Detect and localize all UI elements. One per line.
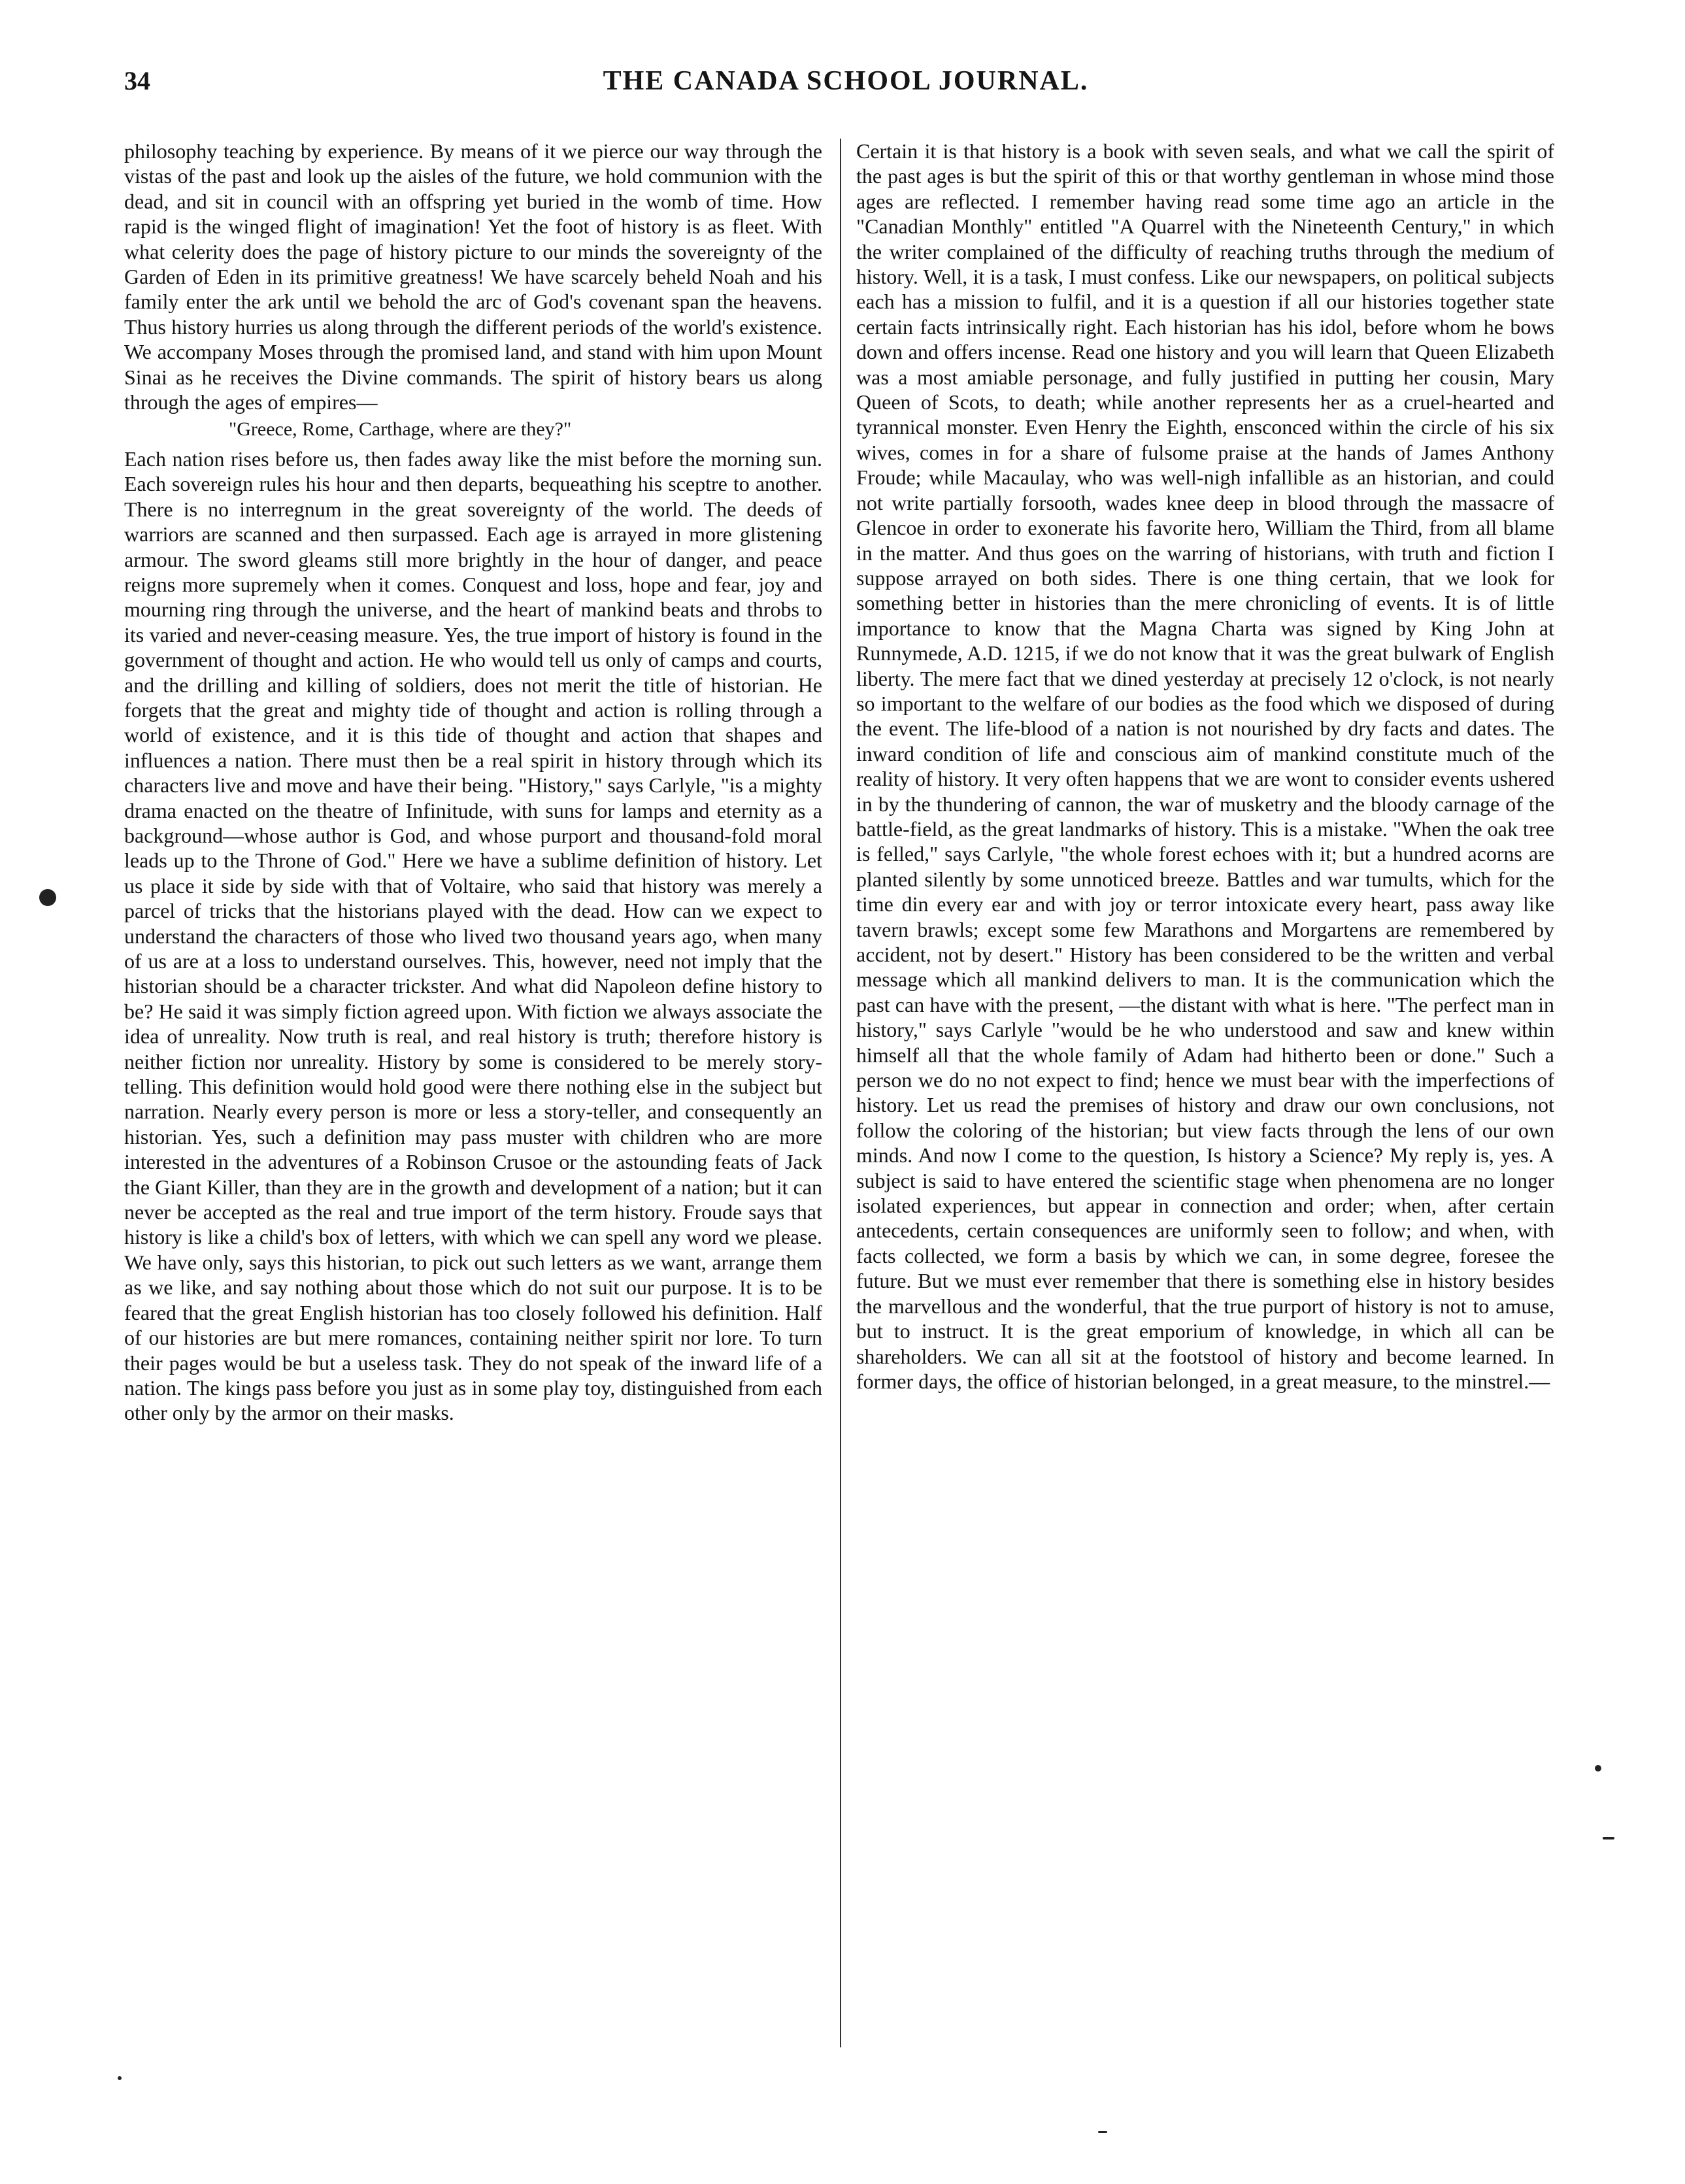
ink-speck: [1603, 1837, 1614, 1840]
ink-speck: [118, 2076, 122, 2080]
ink-speck: [39, 889, 56, 906]
right-column: [856, 139, 1554, 1394]
ink-speck: [1595, 1765, 1601, 1772]
page-number: 34: [124, 66, 150, 95]
ink-speck: [1098, 2131, 1107, 2133]
left-paragraph-1: philosophy teaching by experience. By means of it we pierce our way through the vistas of the past and look up the aisles of the future, we hold communion with the dead, and sit in council with an offspring yet buried in the womb of time. How rapid is the winged flight of imagination! Yet the foot of history is as fleet. With what celerity does the page of history picture to our minds the sovereignty of the Garden of Eden in its primitive greatness! We have scarcely beheld Noah and his family enter the ark until we behold the arc of God's covenant span the heavens. Thus history hurries us along through the different periods of the world's existence. We accompany Moses through the promised land, and stand with him upon Mount Sinai as he receives the Divine commands. The spirit of history bears us along through the ages of empires—: [124, 139, 822, 414]
left-paragraph-2: Each nation rises before us, then fades away like the mist before the morning sun. Each sovereign rules his hour and then departs, bequeathing his sceptre to another. There is no interregnum in the great sovereignty of the world. The deeds of warriors are scanned and then surpassed. Each age is arrayed in more glistening armour. The sword gleams still more brightly in the hour of danger, and peace reigns more supremely when it comes. Conquest and loss, hope and fear, joy and mourning ring through the universe, and the heart of mankind beats and throbs to its varied and never-ceasing measure. Yes, the true import of history is found in the government of thought and action. He who would tell us only of camps and courts, and the drilling and killing of soldiers, does not merit the title of historian. He forgets that the great and mighty tide of thought and action is rolling through a world of existence, and it is this tide of thought and action that shapes and influences a nation. There must then be a real spirit in history through which its characters live and move and have their being. "History," says Carlyle, "is a mighty drama enacted on the theatre of Infinitude, with suns for lamps and eternity as a background—whose author is God, and whose purport and thousand-fold moral leads up to the Throne of God." Here we have a sublime definition of history. Let us place it side by side with that of Voltaire, who said that history was merely a parcel of tricks that the historians played with the dead. How can we expect to understand the characters of those who lived two thousand years ago, when many of us are at a loss to understand ourselves. This, however, need not imply that the historian should be a character trickster. And what did Napoleon define history to be? He said it was simply fiction agreed upon. With fiction we always associate the idea of unreality. Now truth is real, and real history is truth; therefore history is neither fiction nor unreality. History by some is considered to be merely story-telling. This definition would hold good were there nothing else in the subject but narration. Nearly every person is more or less a story-teller, and consequently an historian. Yes, such a definition may pass muster with children who are more interested in the adventures of a Robinson Crusoe or the astounding feats of Jack the Giant Killer, than they are in the growth and development of a nation; but it can never be accepted as the real and true import of the term history. Froude says that history is like a child's box of letters, with which we can spell any word we please. We have only, says this historian, to pick out such letters as we want, arrange them as we like, and say nothing about those which do not suit our purpose. It is to be feared that the great English historian has too closely followed his definition. Half of our histories are but mere romances, containing neither spirit nor lore. To turn their pages would be but a useless task. They do not speak of the inward life of a nation. The kings pass before you just as in some play toy, distinguished from each other only by the armor on their masks.: [124, 446, 822, 1425]
left-column: [124, 139, 822, 1426]
right-paragraph-1: Certain it is that history is a book with seven seals, and what we call the spirit of the past ages is but the spirit of this or that worthy gentleman in whose mind those ages are reflected. I remember having read some time ago an article in the "Canadian Monthly" entitled "A Quarrel with the Nineteenth Century," in which the writer complained of the difficulty of reaching truths through the medium of history. Well, it is a task, I must confess. Like our newspapers, on political subjects each has a mission to fulfil, and it is a question if all our histories together state certain facts intrinsically right. Each historian has his idol, before whom he bows down and offers incense. Read one history and you will learn that Queen Elizabeth was a most amiable personage, and fully justified in putting her cousin, Mary Queen of Scots, to death; while another represents her as a cruel-hearted and tyrannical monster. Even Henry the Eighth, ensconced within the circle of his six wives, comes in for a share of fulsome praise at the hands of James Anthony Froude; while Macaulay, who was well-nigh infallible as an historian, and could not write partially forsooth, wades knee deep in blood through the massacre of Glencoe in order to exonerate his favorite hero, William the Third, from all blame in the matter. And thus goes on the warring of historians, with truth and fiction I suppose arrayed on both sides. There is one thing certain, that we look for something better in histories than the mere chronicling of events. It is of little importance to know that the Magna Charta was signed by King John at Runnymede, A.D. 1215, if we do not know that it was the great bulwark of English liberty. The mere fact that we dined yesterday at precisely 12 o'clock, is not nearly so important to the welfare of our bodies as the food which we disposed of during the event. The life-blood of a nation is not nourished by dry facts and dates. The inward condition of life and conscious aim of mankind constitute much of the reality of history. It very often happens that we are wont to consider events ushered in by the thundering of cannon, the war of musketry and the bloody carnage of the battle-field, as the great landmarks of history. This is a mistake. "When the oak tree is felled," says Carlyle, "the whole forest echoes with it; but a hundred acorns are planted silently by some unnoticed breeze. Battles and war tumults, which for the time din every ear and with joy or terror intoxicate every heart, pass away like tavern brawls; except some few Marathons and Morgartens are remembered by accident, not by desert." History has been considered to be the written and verbal message which all mankind delivers to man. It is the communication which the past can have with the present, —the distant with what is here. "The perfect man in history," says Carlyle "would be he who understood and saw and knew within himself all that the whole family of Adam had hitherto been or done." Such a person we do no not expect to find; hence we must bear with the imperfections of history. Let us read the premises of history and draw our own conclusions, not follow the coloring of the historian; but view facts through the lens of our own minds. And now I come to the question, Is history a Science? My reply is, yes. A subject is said to have entered the scientific stage when phenomena are no longer isolated experiences, but appear in connection and order; when, after certain antecedents, certain consequences are uniformly seen to follow; and when, with facts collected, we form a basis by which we can, in some degree, foresee the future. But we must ever remember that there is something else in history besides the marvellous and the wonderful, that the true purport of history is not to amuse, but to instruct. It is the great emporium of knowledge, in which all can be shareholders. We can all sit at the footstool of history and become learned. In former days, the office of historian belonged, in a great measure, to the minstrel.—: [856, 139, 1554, 1393]
page-header: [124, 65, 1567, 105]
journal-title: THE CANADA SCHOOL JOURNAL.: [603, 66, 1089, 96]
verse-quote: "Greece, Rome, Carthage, where are they?": [229, 418, 572, 441]
column-divider: [840, 139, 841, 2047]
